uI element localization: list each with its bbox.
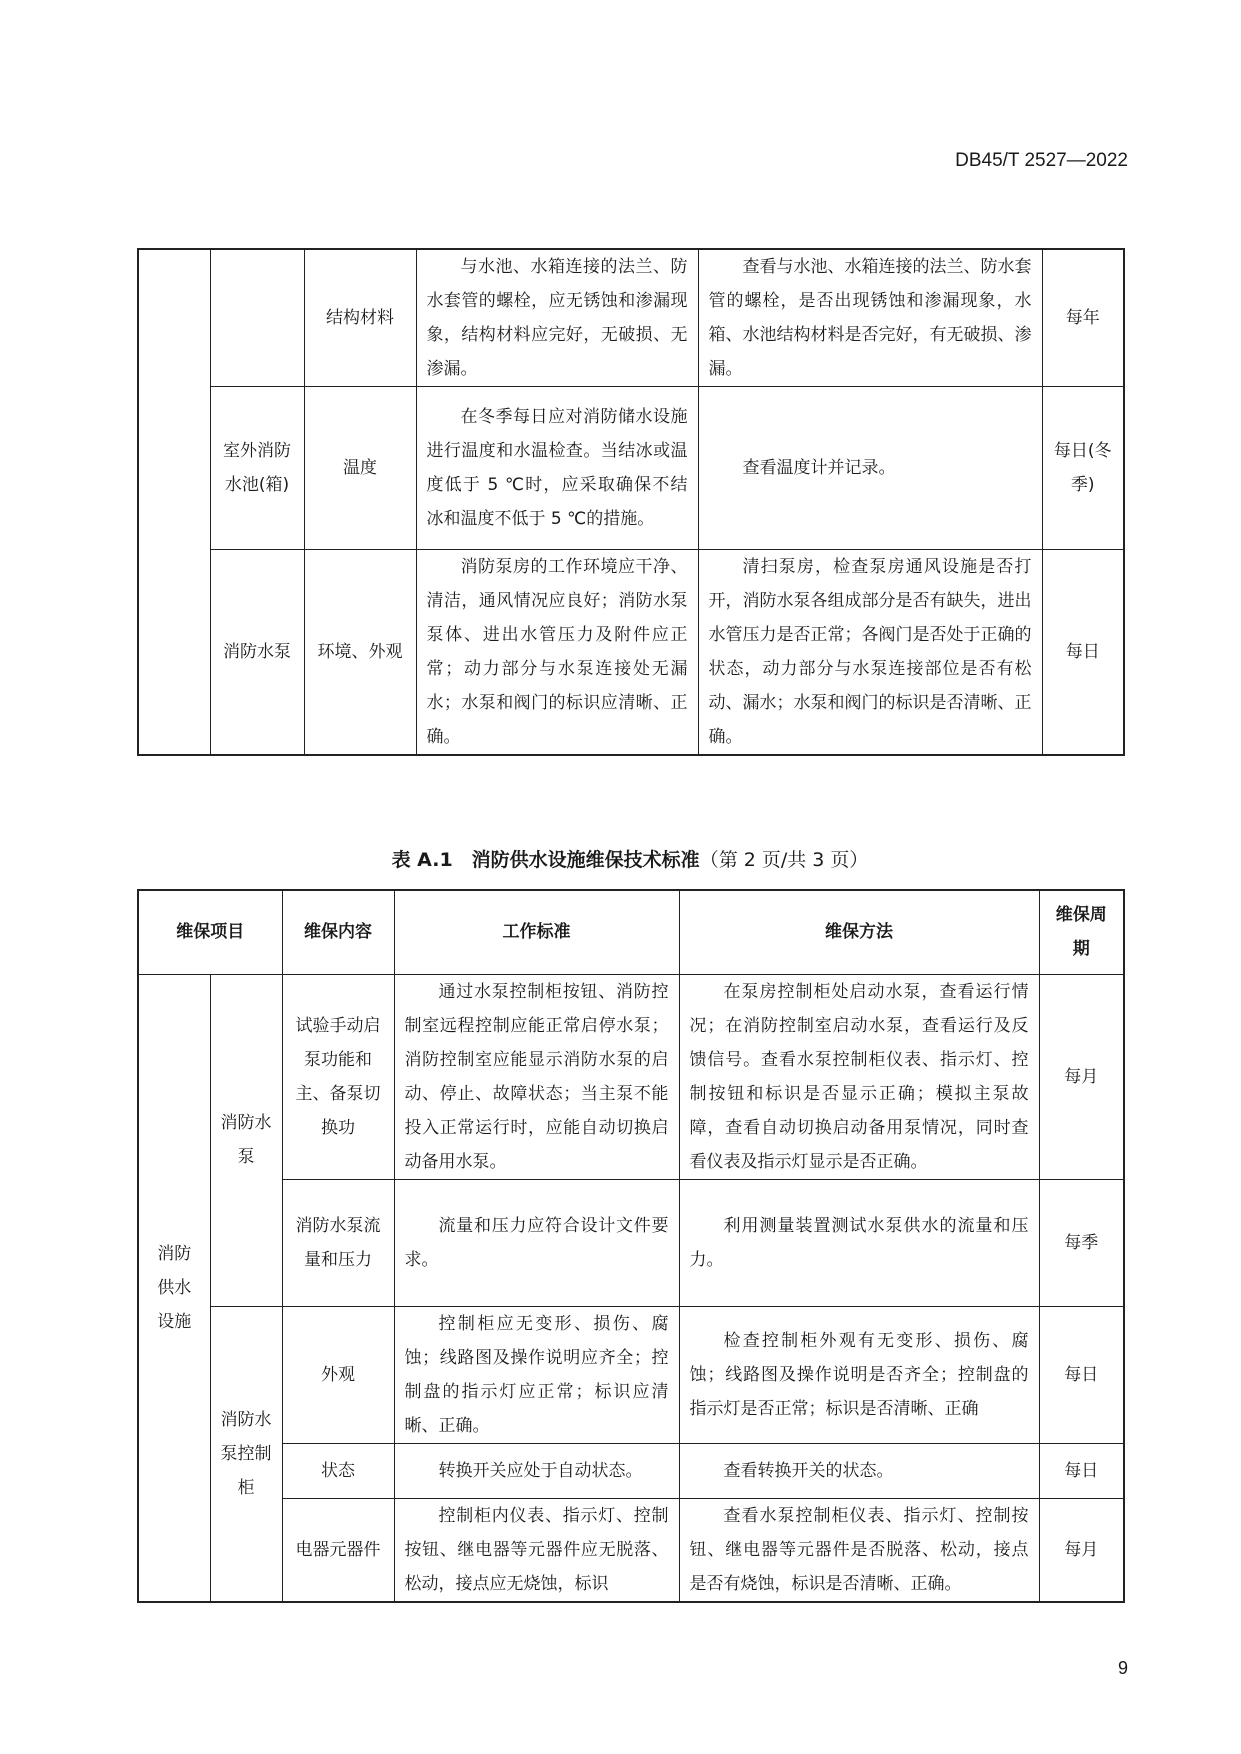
item-cell [210, 249, 304, 387]
period-cell: 每月 [1039, 974, 1124, 1179]
document-code: DB45/T 2527—2022 [955, 150, 1128, 171]
period-cell: 每年 [1042, 249, 1124, 387]
content-cell: 温度 [304, 387, 416, 550]
table-maintenance-standards [137, 889, 1125, 1603]
content-cell: 消防水泵流量和压力 [282, 1179, 394, 1306]
standard-cell: 转换开关应处于自动状态。 [394, 1443, 679, 1498]
method-cell: 检查控制柜外观有无变形、损伤、腐蚀；线路图及操作说明是否齐全；控制盘的指示灯是否正常；标识是否清晰、正确 [679, 1306, 1039, 1443]
standard-cell: 通过水泵控制柜按钮、消防控制室远程控制应能正常启停水泵；消防控制室应能显示消防水泵的启动、停止、故障状态；当主泵不能投入正常运行时，应能自动切换启动备用水泵。 [394, 974, 679, 1179]
table-row [138, 1498, 1124, 1602]
table-row [138, 974, 1124, 1179]
method-cell: 查看转换开关的状态。 [679, 1443, 1039, 1498]
period-cell: 每日 [1039, 1443, 1124, 1498]
content-cell: 电器元器件 [282, 1498, 394, 1602]
table-row [138, 249, 1124, 387]
page-number: 9 [1117, 1658, 1128, 1678]
method-cell: 在泵房控制柜处启动水泵，查看运行情况；在消防控制室启动水泵，查看运行及反馈信号。查看水泵控制柜仪表、指示灯、控制按钮和标识是否显示正确；模拟主泵故障，查看自动切换启动备用泵情况，同时查看仪表及指示灯显示是否正确。 [679, 974, 1039, 1179]
method-cell: 利用测量装置测试水泵供水的流量和压力。 [679, 1179, 1039, 1306]
period-cell: 每月 [1039, 1498, 1124, 1602]
group-cell: 消防供水设施 [138, 974, 210, 1602]
table-row [138, 1306, 1124, 1443]
standard-cell: 控制柜内仪表、指示灯、控制按钮、继电器等元器件应无脱落、松动，接点应无烧蚀，标识 [394, 1498, 679, 1602]
period-cell: 每日 [1042, 550, 1124, 756]
header-standard: 工作标准 [394, 890, 679, 974]
content-cell: 状态 [282, 1443, 394, 1498]
standard-cell: 控制柜应无变形、损伤、腐蚀；线路图及操作说明应齐全；控制盘的指示灯应正常；标识应清晰、正确。 [394, 1306, 679, 1443]
table-row [138, 550, 1124, 756]
standard-cell: 与水池、水箱连接的法兰、防水套管的螺栓，应无锈蚀和渗漏现象，结构材料应完好，无破损、无渗漏。 [416, 249, 698, 387]
table-caption [137, 845, 1123, 872]
content-cell: 外观 [282, 1306, 394, 1443]
standard-cell: 流量和压力应符合设计文件要求。 [394, 1179, 679, 1306]
subgroup-pump: 消防水泵 [210, 974, 282, 1306]
header-period: 维保周期 [1039, 890, 1124, 974]
table-row [138, 1179, 1124, 1306]
table-header-row [138, 890, 1124, 974]
header-content: 维保内容 [282, 890, 394, 974]
caption-title: 表 A.1 消防供水设施维保技术标准 [391, 849, 700, 871]
header-method: 维保方法 [679, 890, 1039, 974]
group-cell-empty [138, 249, 210, 755]
standard-cell: 消防泵房的工作环境应干净、清洁，通风情况应良好；消防水泵泵体、进出水管压力及附件应正常；动力部分与水泵连接处无漏水；水泵和阀门的标识应清晰、正确。 [416, 550, 698, 756]
method-cell: 查看水泵控制柜仪表、指示灯、控制按钮、继电器等元器件是否脱落、松动，接点是否有烧蚀，标识是否清晰、正确。 [679, 1498, 1039, 1602]
content-cell: 结构材料 [304, 249, 416, 387]
method-cell: 查看温度计并记录。 [698, 387, 1042, 550]
content-cell: 试验手动启泵功能和主、备泵切换功 [282, 974, 394, 1179]
header-item: 维保项目 [138, 890, 282, 974]
method-cell: 查看与水池、水箱连接的法兰、防水套管的螺栓，是否出现锈蚀和渗漏现象，水箱、水池结构材料是否完好，有无破损、渗漏。 [698, 249, 1042, 387]
standard-cell: 在冬季每日应对消防储水设施进行温度和水温检查。当结冰或温度低于 5 ℃时，应采取确保不结冰和温度不低于 5 ℃的措施。 [416, 387, 698, 550]
item-cell: 消防水泵 [210, 550, 304, 756]
table-row [138, 1443, 1124, 1498]
caption-subtitle: （第 2 页/共 3 页） [699, 849, 869, 871]
period-cell: 每季 [1039, 1179, 1124, 1306]
method-cell: 清扫泵房，检查泵房通风设施是否打开，消防水泵各组成部分是否有缺失，进出水管压力是否正常；各阀门是否处于正确的状态，动力部分与水泵连接部位是否有松动、漏水；水泵和阀门的标识是否清晰、正确。 [698, 550, 1042, 756]
content-cell: 环境、外观 [304, 550, 416, 756]
table-row [138, 387, 1124, 550]
period-cell: 每日 [1039, 1306, 1124, 1443]
period-cell: 每日(冬季) [1042, 387, 1124, 550]
item-cell: 室外消防水池(箱) [210, 387, 304, 550]
table-continued [137, 248, 1125, 756]
subgroup-cabinet: 消防水泵控制柜 [210, 1306, 282, 1602]
